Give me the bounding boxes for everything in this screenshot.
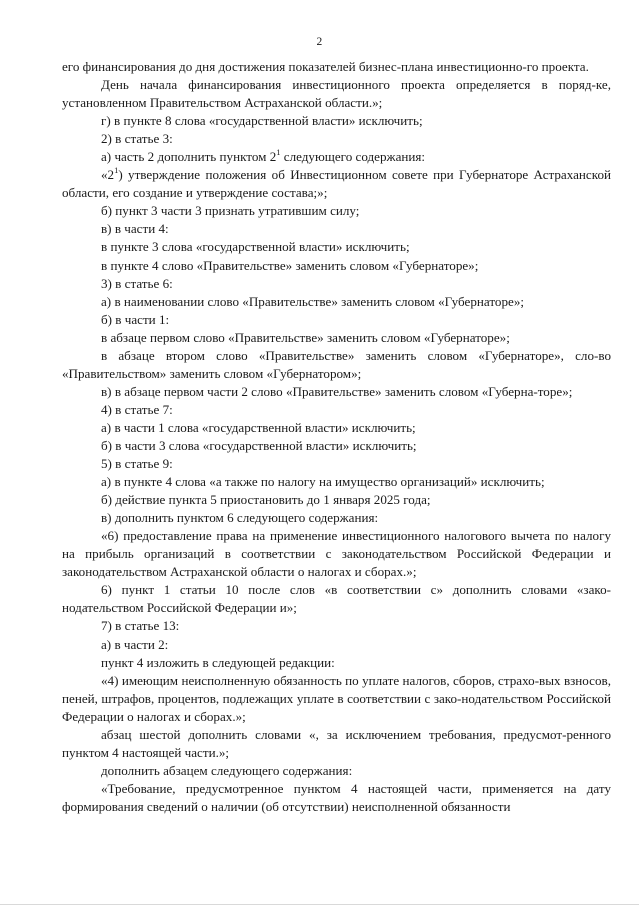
paragraph: 7) в статье 13: (101, 618, 180, 634)
paragraph-text: а) часть 2 дополнить пунктом 2 (101, 149, 277, 165)
document-body (62, 58, 611, 816)
paragraph: 4) в статье 7: (101, 401, 173, 417)
paragraph: в) в абзаце первом части 2 слово «Правительстве» заменить словом «Губерна-торе»; (101, 383, 573, 399)
paragraph: б) действие пункта 5 приостановить до 1 января 2025 года; (101, 492, 431, 508)
paragraph: г) в пункте 8 слова «государственной власти» исключить; (101, 113, 423, 129)
paragraph: «6) предоставление права на применение инвестиционного налогового вычета по налогу на прибыль организаций в соответствии с законодательством Российской Федерации и законодательством Астраханской области о налогах и сборах.»; (62, 528, 611, 580)
paragraph: б) пункт 3 части 3 признать утратившим силу; (101, 203, 360, 219)
paragraph-text: ) утверждение положения об Инвестиционном совете при Губернаторе Астраханской области, его создание и утверждение состава;»; (62, 167, 611, 201)
page-number: 2 (316, 36, 323, 48)
paragraph-text: «2 (101, 167, 115, 183)
paragraph: в абзаце втором слово «Правительстве» заменить словом «Губернаторе», сло-во «Правительством» заменить словом «Губернатором»; (62, 347, 611, 381)
paragraph: 5) в статье 9: (101, 456, 173, 472)
paragraph (62, 148, 611, 166)
paragraph-text: следующего содержания: (280, 149, 426, 165)
paragraph: 6) пункт 1 статьи 10 после слов «в соответствии с» дополнить словами «зако-нодательством Российской Федерации и»; (62, 582, 611, 616)
paragraph: «4) имеющим неисполненную обязанность по уплате налогов, сборов, страхо-вых взносов, пеней, штрафов, процентов, подлежащих уплате в соответствии с зако-нодательством Российской Федерации о налогах и сборах.»; (62, 672, 611, 724)
paragraph: а) в пункте 4 слова «а также по налогу на имущество организаций» исключить; (101, 474, 545, 490)
paragraph: а) в наименовании слово «Правительстве» заменить словом «Губернаторе»; (101, 293, 525, 309)
paragraph: 3) в статье 6: (101, 275, 173, 291)
paragraph: пункт 4 изложить в следующей редакции: (101, 654, 335, 670)
paragraph: в пункте 4 слово «Правительстве» заменить словом «Губернаторе»; (101, 257, 479, 273)
superscript: 1 (114, 164, 119, 175)
paragraph: а) в части 1 слова «государственной власти» исключить; (101, 419, 416, 435)
paragraph: «Требование, предусмотренное пунктом 4 настоящей части, применяется на дату формирования сведений о наличии (об отсутствии) неисполненной обязанности (62, 780, 611, 814)
paragraph: абзац шестой дополнить словами «, за исключением требования, предусмот-ренного пунктом 4 настоящей части.»; (62, 726, 611, 760)
paragraph: б) в части 3 слова «государственной власти» исключить; (101, 437, 417, 453)
superscript: 1 (276, 146, 281, 157)
paragraph: в) в части 4: (101, 221, 169, 237)
paragraph: 2) в статье 3: (101, 131, 173, 147)
paragraph: в пункте 3 слова «государственной власти» исключить; (101, 239, 410, 255)
paragraph (62, 166, 611, 202)
paragraph: а) в части 2: (101, 636, 169, 652)
paragraph: в абзаце первом слово «Правительстве» заменить словом «Губернаторе»; (101, 329, 510, 345)
paragraph: День начала финансирования инвестиционного проекта определяется в поряд-ке, установленном Правительством Астраханской области.»; (62, 77, 611, 111)
paragraph: его финансирования до дня достижения показателей бизнес-плана инвестиционно-го проекта. (62, 59, 589, 74)
paragraph: дополнить абзацем следующего содержания: (101, 762, 353, 778)
paragraph: в) дополнить пунктом 6 следующего содержания: (101, 510, 379, 526)
paragraph: б) в части 1: (101, 311, 170, 327)
